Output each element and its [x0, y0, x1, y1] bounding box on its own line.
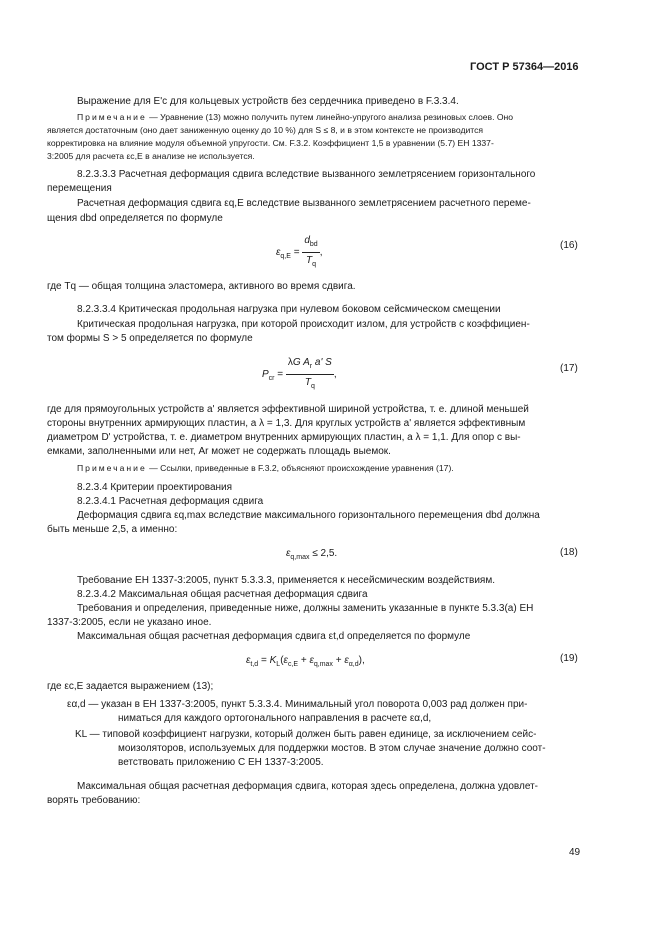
definition-item: моизоляторов, используемых для поддержки мостов. В этом случае значение должно соот- — [118, 743, 546, 754]
definition-item: ниматься для каждого ортогонального направления в расчете εα,d, — [118, 713, 432, 724]
equation-number: (19) — [560, 653, 578, 664]
standard-header: ГОСТ Р 57364—2016 — [470, 61, 579, 73]
section-heading: 8.2.3.4.1 Расчетная деформация сдвига — [77, 496, 264, 507]
paragraph: Максимальная общая расчетная деформация сдвига εt,d определяется по формуле — [77, 631, 471, 642]
paragraph: ворять требованию: — [47, 795, 141, 806]
section-heading: 8.2.3.3.3 Расчетная деформация сдвига вследствие вызванного землетрясением горизонтального — [77, 169, 536, 180]
equation-number: (17) — [560, 363, 578, 374]
paragraph: Расчетная деформация сдвига εq,E вследствие вызванного землетрясением расчетного переме- — [77, 198, 531, 209]
paragraph: Требования и определения, приведенные ниже, должны заменить указанные в пункте 5.3.3(а) ЕН — [77, 603, 534, 614]
section-heading: 8.2.3.4.2 Максимальная общая расчетная деформация сдвига — [77, 589, 368, 600]
section-heading: 8.2.3.3.4 Критическая продольная нагрузка при нулевом боковом сейсмическом смещении — [77, 304, 501, 315]
section-heading: перемещения — [47, 183, 112, 194]
paragraph: емками, заполненными или нет, Ar может не содержать площадь выемок. — [47, 446, 391, 457]
definition-item: εα,d — указан в ЕН 1337-3:2005, пункт 5.3.3.4. Минимальный угол поворота 0,003 рад должен при- — [67, 699, 528, 710]
where-definition: где Tq — общая толщина эластомера, активного во время сдвига. — [47, 281, 356, 292]
paragraph: Максимальная общая расчетная деформация сдвига, которая здесь определена, должна удовлет- — [77, 781, 538, 792]
paragraph: где для прямоугольных устройств a' является эффективной шириной устройства, т. е. длиной меньшей — [47, 404, 529, 415]
definition-item: KL — типовой коэффициент нагрузки, который должен быть равен единице, за исключением сейс- — [75, 729, 537, 740]
equation-18: $\varepsilon_{q,max} \le 2,5$. — [286, 548, 338, 561]
note-label: Примечание — [77, 112, 147, 122]
paragraph: Требование ЕН 1337-3:2005, пункт 5.3.3.3, применяется к несейсмическим воздействиям. — [77, 575, 495, 586]
section-heading: 8.2.3.4 Критерии проектирования — [77, 482, 233, 493]
note-2 — [77, 462, 454, 475]
note-1-line: является достаточным (оно дает заниженную оценку до 10 %) для S ≤ 8, и в этом контексте не производится — [47, 125, 484, 135]
paragraph: Деформация сдвига εq,max вследствие максимального горизонтального перемещения dbd должна — [77, 510, 540, 521]
equation-17: $P_{cr}$ = $\frac{\lambda G A_r a' S}{T_q}$ , — [262, 357, 337, 390]
note-label: Примечание — [77, 463, 147, 473]
definition-item: ветствовать приложению С ЕН 1337-3:2005. — [118, 757, 324, 768]
equation-number: (18) — [560, 547, 578, 558]
note-1 — [77, 111, 513, 124]
paragraph: быть меньше 2,5, а именно: — [47, 524, 178, 535]
paragraph: стороны внутренних армирующих пластин, а λ = 1,3. Для круглых устройств a' является эффективным — [47, 418, 526, 429]
where-definition: где εc,E задается выражением (13); — [47, 681, 214, 692]
paragraph: том формы S > 5 определяется по формуле — [47, 333, 253, 344]
equation-19: $\varepsilon_{t,d} = K_L(\varepsilon_{c,E} + \varepsilon_{q,max} + \varepsilon_{\alpha,d})$, — [246, 655, 365, 668]
equation-number: (16) — [560, 240, 578, 251]
paragraph: диаметром D' устройства, т. е. диаметром внутренних армирующих пластин, а λ = 1,1. Для опор с вы- — [47, 432, 521, 443]
paragraph: 1337-3:2005, если не указано иное. — [47, 617, 212, 628]
note-text: — Ссылки, приведенные в F.3.2, объясняют происхождение уравнения (17). — [146, 463, 454, 473]
paragraph: щения dbd определяется по формуле — [47, 213, 223, 224]
paragraph: Выражение для E'c для кольцевых устройств без сердечника приведено в F.3.3.4. — [77, 96, 459, 107]
note-text: — Уравнение (13) можно получить путем линейно-упругого анализа резиновых слоев. Оно — [146, 112, 514, 122]
note-1-line: корректировка на влияние модуля объемной упругости. См. F.3.2. Коэффициент 1,5 в уравнении (5.7) ЕН 1337- — [47, 138, 494, 148]
equation-16: $\varepsilon_{q,E}$ = $\frac{d_{bd}}{T_q}$ , — [276, 235, 323, 268]
paragraph: Критическая продольная нагрузка, при которой происходит излом, для устройств с коэффициен- — [77, 319, 530, 330]
note-1-line: 3:2005 для расчета εc,E в анализе не используется. — [47, 151, 255, 161]
page-number: 49 — [569, 847, 581, 858]
